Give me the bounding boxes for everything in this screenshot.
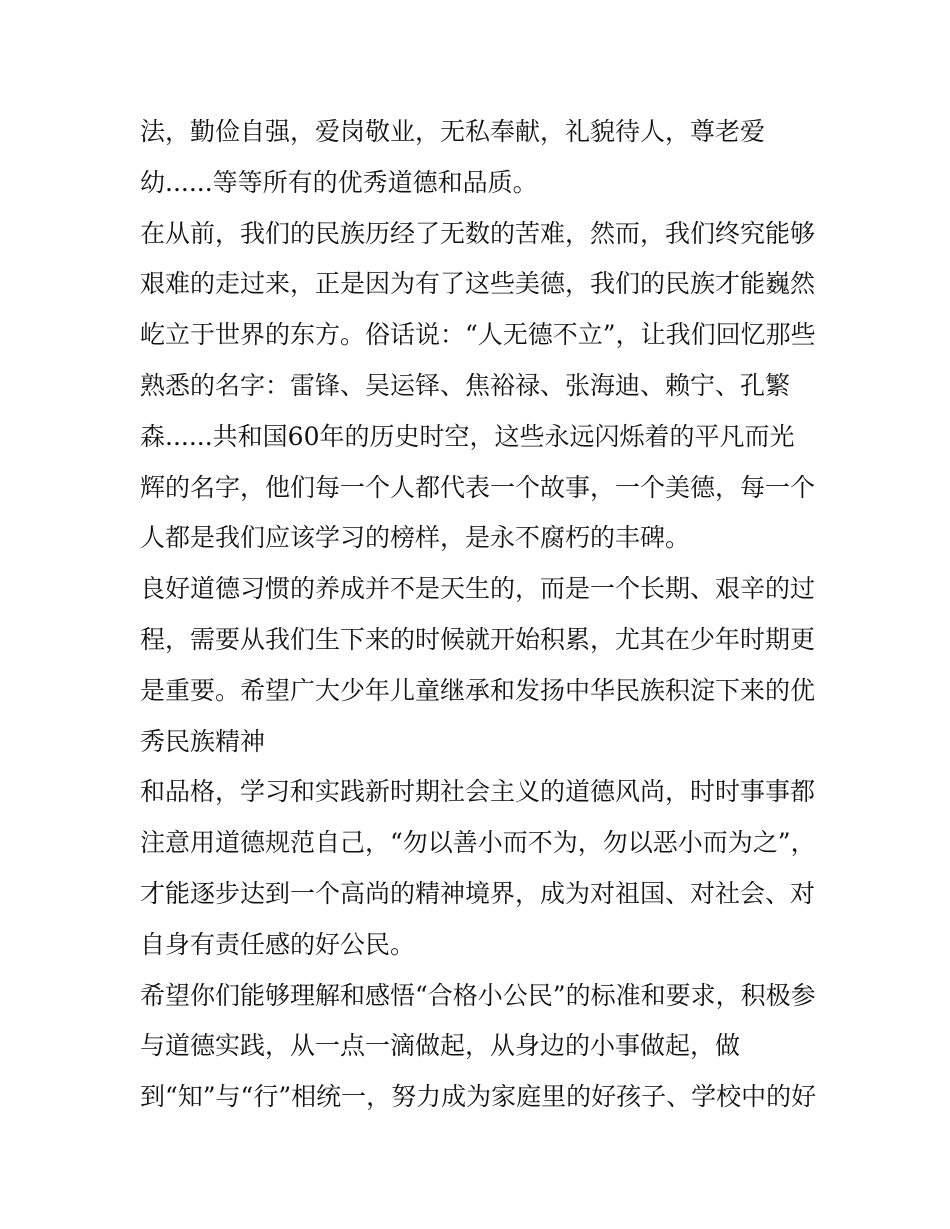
text-line: 自身有责任感的好公民。 (140, 929, 416, 959)
text-line: 辉的名字，他们每一个人都代表一个故事，一个美德，每一个 (140, 472, 816, 502)
text-line: 在从前，我们的民族历经了无数的苦难，然而，我们终究能够 (140, 218, 816, 248)
text-line: 良好道德习惯的养成并不是天生的，而是一个长期、艰辛的过 (140, 574, 816, 604)
text-line: 人都是我们应该学习的榜样，是永不腐朽的丰碑。 (140, 523, 691, 553)
text-line: 幼......等等所有的优秀道德和品质。 (140, 167, 538, 197)
text-line: 与道德实践，从一点一滴做起，从身边的小事做起，做 (140, 1031, 741, 1061)
text-line: 才能逐步达到一个高尚的精神境界，成为对祖国、对社会、对 (140, 878, 816, 908)
body-text (140, 107, 830, 1123)
text-line: 秀民族精神 (140, 726, 266, 756)
text-line: 屹立于世界的东方。俗话说：“人无德不立”，让我们回忆那些 (140, 320, 816, 350)
text-line: 程，需要从我们生下来的时候就开始积累，尤其在少年时期更 (140, 624, 816, 654)
text-line: 艰难的走过来，正是因为有了这些美德，我们的民族才能巍然 (140, 269, 816, 299)
text-line: 和品格，学习和实践新时期社会主义的道德风尚，时时事事都 (140, 777, 816, 807)
text-line: 森......共和国60年的历史时空，这些永远闪烁着的平凡而光 (140, 421, 795, 451)
text-line: 熟悉的名字：雷锋、吴运铎、焦裕禄、张海迪、赖宁、孔繁 (140, 370, 791, 400)
text-line: 是重要。希望广大少年儿童继承和发扬中华民族积淀下来的优 (140, 675, 816, 705)
text-line: 希望你们能够理解和感悟“合格小公民”的标准和要求，积极参 (140, 980, 816, 1010)
text-line: 到“知”与“行”相统一，努力成为家庭里的好孩子、学校中的好 (140, 1082, 817, 1112)
text-line: 法，勤俭自强，爱岗敬业，无私奉献，礼貌待人，尊老爱 (140, 117, 766, 146)
text-line: 注意用道德规范自己，“勿以善小而不为，勿以恶小而为之”， (140, 828, 816, 858)
